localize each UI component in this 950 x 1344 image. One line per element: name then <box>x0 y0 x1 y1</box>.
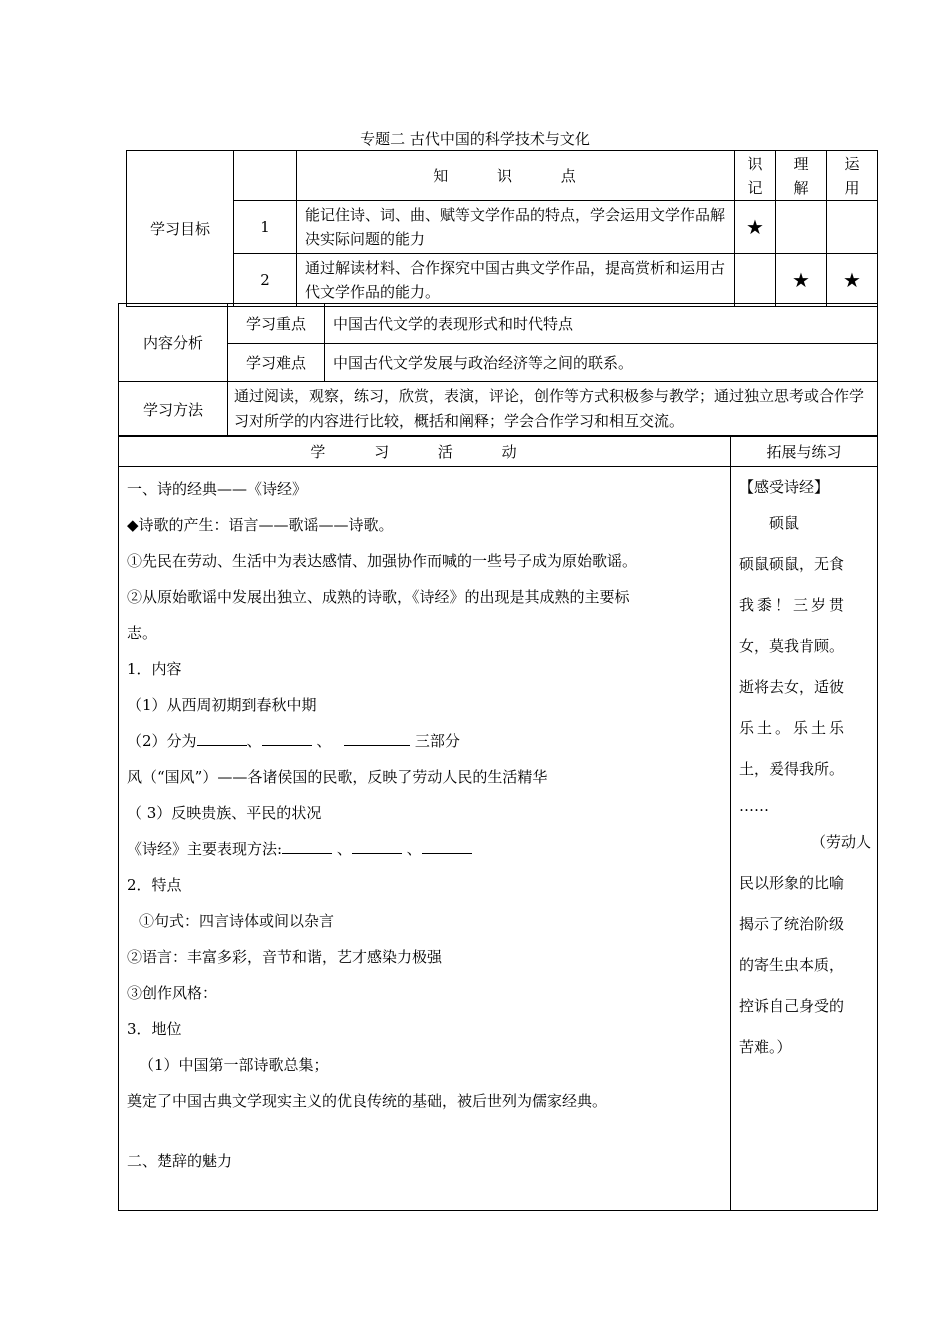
activity-line: （1）中国第一部诗歌总集； <box>139 1056 329 1074</box>
objective-text: 能记住诗、词、曲、赋等文学作品的特点，学会运用文学作品解决实际问题的能力 <box>297 201 735 254</box>
poem-line: 我黍！三岁贯 <box>739 596 848 614</box>
difficulty-text: 中国古代文学发展与政治经济等之间的联系。 <box>325 344 878 382</box>
difficulty-label: 学习难点 <box>228 344 325 382</box>
objective-num: 2 <box>234 254 297 307</box>
practice-content <box>731 467 878 1211</box>
blank-field[interactable] <box>344 731 410 746</box>
content-analysis-label: 内容分析 <box>119 304 228 382</box>
section-heading: 一、诗的经典——《诗经》 <box>127 480 308 498</box>
remember-star: ★ <box>735 201 776 254</box>
activity-table <box>118 435 878 1211</box>
objectives-label: 学习目标 <box>127 151 234 307</box>
note-line: 揭示了统治阶级 <box>739 915 845 933</box>
page-title: 专题二 古代中国的科学技术与文化 <box>360 130 590 148</box>
objective-num: 1 <box>234 201 297 254</box>
activity-line: 2．特点 <box>127 876 182 894</box>
analysis-table <box>118 303 878 437</box>
practice-header: 拓展与练习 <box>731 436 878 467</box>
practice-heading: 【感受诗经】 <box>739 478 830 496</box>
poem-line: 土，爰得我所。 <box>739 760 845 778</box>
activity-line: 奠定了中国古典文学现实主义的优良传统的基础，被后世列为儒家经典。 <box>127 1092 608 1110</box>
activity-line: 《诗经》主要表现方法: 、 、 <box>127 831 722 867</box>
understand-header: 理 解 <box>776 151 827 201</box>
activity-line: 1．内容 <box>127 660 182 678</box>
activity-line: ①先民在劳动、生活中为表达感情、加强协作而喊的一些号子成为原始歌谣。 <box>127 552 638 570</box>
poem-line: 乐土。乐土乐 <box>739 719 848 737</box>
activity-line: （1）从西周初期到春秋中期 <box>127 696 317 714</box>
objective-row <box>127 254 878 307</box>
blank-field[interactable] <box>262 731 312 746</box>
blank-field[interactable] <box>282 839 332 854</box>
activity-line: （2）分为 、 、 三部分 <box>127 732 460 750</box>
remember-header: 识 记 <box>735 151 776 201</box>
understand-star: ★ <box>776 254 827 307</box>
note-line: 的寄生虫本质， <box>739 956 845 974</box>
poem-line: 硕鼠硕鼠，无食 <box>739 555 845 573</box>
activity-header: 学 习 活 动 <box>119 436 731 467</box>
activity-line: 志。 <box>127 624 158 642</box>
objective-row <box>127 201 878 254</box>
key-point-label: 学习重点 <box>228 304 325 344</box>
activity-line: ②从原始歌谣中发展出独立、成熟的诗歌，《诗经》的出现是其成熟的主要标 <box>127 588 630 606</box>
remember-star <box>735 254 776 307</box>
activity-line: 3．地位 <box>127 1020 182 1038</box>
section-heading: 二、楚辞的魅力 <box>127 1152 233 1170</box>
apply-header: 运 用 <box>827 151 878 201</box>
objectives-num-header <box>234 151 297 201</box>
activity-line: ①句式：四言诗体或间以杂言 <box>139 912 335 930</box>
ellipsis: …… <box>739 797 769 815</box>
method-label: 学习方法 <box>119 382 228 437</box>
blank-field[interactable] <box>352 839 402 854</box>
method-text: 通过阅读，观察，练习，欣赏，表演，评论，创作等方式积极参与教学；通过独立思考或合作学习对所学的内容进行比较，概括和阐释；学会合作学习和相互交流。 <box>228 382 878 437</box>
poem-title: 硕鼠 <box>769 514 800 532</box>
activity-line: （ 3）反映贵族、平民的状况 <box>127 804 322 822</box>
apply-star <box>827 201 878 254</box>
understand-star <box>776 201 827 254</box>
objectives-table <box>126 150 878 307</box>
apply-star: ★ <box>827 254 878 307</box>
spacer <box>127 1119 722 1143</box>
activity-line: 风（“国风”）——各诸侯国的民歌，反映了劳动人民的生活精华 <box>127 768 548 786</box>
note-line: （劳动人 <box>810 833 871 851</box>
note-line: 控诉自己身受的 <box>739 997 845 1015</box>
objective-text: 通过解读材料、合作探究中国古典文学作品，提高赏析和运用古代文学作品的能力。 <box>297 254 735 307</box>
activity-content <box>119 467 731 1211</box>
note-line: 民以形象的比喻 <box>739 874 845 892</box>
activity-line: ③创作风格： <box>127 984 218 1002</box>
note-line: 苦难。） <box>739 1038 792 1056</box>
knowledge-header: 知 识 点 <box>297 151 735 201</box>
key-point-text: 中国古代文学的表现形式和时代特点 <box>325 304 878 344</box>
activity-line: ◆诗歌的产生：语言——歌谣——诗歌。 <box>127 516 394 534</box>
poem-line: 女，莫我肯顾。 <box>739 637 845 655</box>
activity-line: ②语言：丰富多彩，音节和谐，艺才感染力极强 <box>127 948 443 966</box>
blank-field[interactable] <box>422 839 472 854</box>
blank-field[interactable] <box>197 731 247 746</box>
poem-line: 逝将去女，适彼 <box>739 678 845 696</box>
